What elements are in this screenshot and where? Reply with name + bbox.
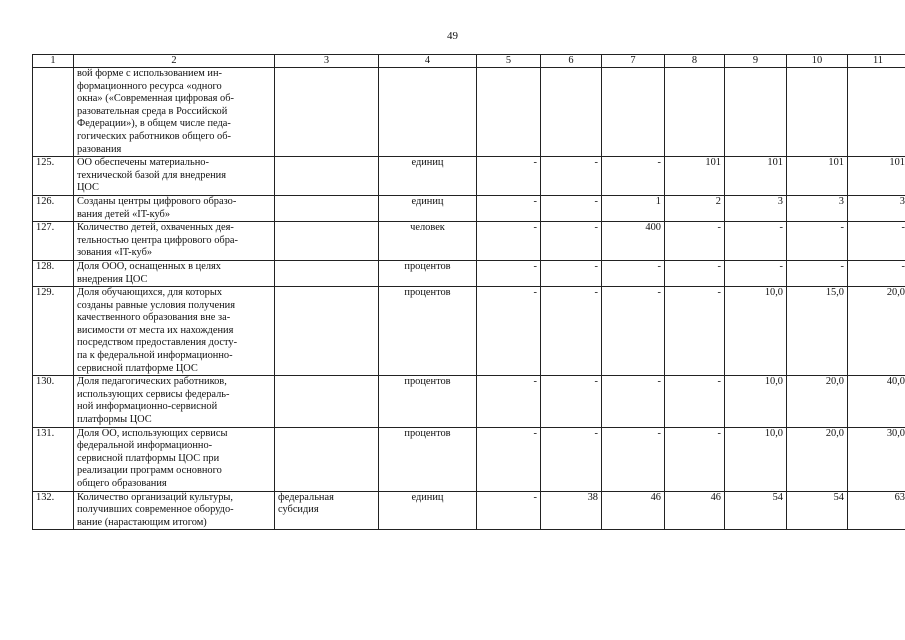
value-col-10	[787, 68, 848, 157]
value-col-6: -	[541, 376, 602, 427]
value-col-7: -	[602, 376, 665, 427]
value-col-8: -	[665, 427, 725, 491]
value-col-8: -	[665, 222, 725, 261]
value-col-9: 3	[725, 195, 787, 221]
column-header: 2	[74, 55, 275, 68]
value-col-10: 3	[787, 195, 848, 221]
value-col-5: -	[477, 427, 541, 491]
unit-of-measure: человек	[379, 222, 477, 261]
value-col-5: -	[477, 376, 541, 427]
row-number: 129.	[33, 287, 74, 376]
value-col-5: -	[477, 195, 541, 221]
row-number: 126.	[33, 195, 74, 221]
value-col-6: -	[541, 222, 602, 261]
indicator-name: Количество детей, охваченных дея- тельностью центра цифрового обра- зования «IT-куб»	[74, 222, 275, 261]
value-col-10: 20,0	[787, 427, 848, 491]
row-number: 130.	[33, 376, 74, 427]
value-col-10: 54	[787, 491, 848, 530]
column-header: 8	[665, 55, 725, 68]
value-col-9: 54	[725, 491, 787, 530]
indicator-name: Доля ОО, использующих сервисы федеральной информационно- сервисной платформы ЦОС при реализации программ основного общего образования	[74, 427, 275, 491]
column-header: 9	[725, 55, 787, 68]
value-col-11: -	[848, 260, 905, 286]
indicator-name: Доля ООО, оснащенных в целях внедрения ЦОС	[74, 260, 275, 286]
indicator-name: Доля педагогических работников, использующих сервисы федераль- ной информационно-сервисной платформы ЦОС	[74, 376, 275, 427]
value-col-5	[477, 68, 541, 157]
indicator-name: вой форме с использованием ин- формационного ресурса «одного окна» («Современная цифровая об- разовательная среда в Российской Федерации»), в общем числе педа- гогических работников общего об- разования	[74, 68, 275, 157]
column-header: 3	[275, 55, 379, 68]
value-col-7: -	[602, 427, 665, 491]
row-number: 125.	[33, 157, 74, 196]
value-col-7: 400	[602, 222, 665, 261]
indicator-name: Доля обучающихся, для которых созданы равные условия получения качественного образования вне за- висимости от места их нахождения посредством предоставления досту- па к федеральной информационно- сервисной платформе ЦОС	[74, 287, 275, 376]
column-header: 6	[541, 55, 602, 68]
value-col-11	[848, 68, 905, 157]
value-col-8: 101	[665, 157, 725, 196]
value-col-9	[725, 68, 787, 157]
unit-of-measure: единиц	[379, 491, 477, 530]
table-header-row	[33, 55, 905, 68]
funding-source	[275, 222, 379, 261]
value-col-9: 10,0	[725, 287, 787, 376]
value-col-5: -	[477, 260, 541, 286]
value-col-8: -	[665, 376, 725, 427]
value-col-11: 40,0	[848, 376, 905, 427]
table-row	[33, 222, 905, 261]
column-header: 1	[33, 55, 74, 68]
row-number: 132.	[33, 491, 74, 530]
table-row	[33, 195, 905, 221]
value-col-7: -	[602, 287, 665, 376]
value-col-11: 30,0	[848, 427, 905, 491]
value-col-10: 20,0	[787, 376, 848, 427]
value-col-6	[541, 68, 602, 157]
value-col-8	[665, 68, 725, 157]
value-col-11: -	[848, 222, 905, 261]
page-number: 49	[447, 30, 458, 42]
value-col-7: 1	[602, 195, 665, 221]
value-col-7: 46	[602, 491, 665, 530]
column-header: 11	[848, 55, 905, 68]
funding-source	[275, 195, 379, 221]
value-col-10: 15,0	[787, 287, 848, 376]
column-header: 7	[602, 55, 665, 68]
unit-of-measure: единиц	[379, 195, 477, 221]
table-row	[33, 491, 905, 530]
column-header: 4	[379, 55, 477, 68]
value-col-7	[602, 68, 665, 157]
funding-source	[275, 287, 379, 376]
unit-of-measure: единиц	[379, 157, 477, 196]
value-col-7: -	[602, 260, 665, 286]
row-number: 127.	[33, 222, 74, 261]
unit-of-measure: процентов	[379, 260, 477, 286]
value-col-10: -	[787, 260, 848, 286]
unit-of-measure: процентов	[379, 287, 477, 376]
value-col-6: -	[541, 427, 602, 491]
unit-of-measure: процентов	[379, 376, 477, 427]
value-col-9: -	[725, 222, 787, 261]
indicator-name: ОО обеспечены материально- технической базой для внедрения ЦОС	[74, 157, 275, 196]
value-col-11: 3	[848, 195, 905, 221]
value-col-5: -	[477, 157, 541, 196]
unit-of-measure	[379, 68, 477, 157]
value-col-10: -	[787, 222, 848, 261]
value-col-9: -	[725, 260, 787, 286]
value-col-11: 20,0	[848, 287, 905, 376]
value-col-5: -	[477, 287, 541, 376]
unit-of-measure: процентов	[379, 427, 477, 491]
value-col-5: -	[477, 222, 541, 261]
value-col-6: -	[541, 287, 602, 376]
value-col-6: -	[541, 260, 602, 286]
funding-source	[275, 157, 379, 196]
value-col-9: 10,0	[725, 376, 787, 427]
indicator-name: Количество организаций культуры, получивших современное оборудо- вание (нарастающим итогом)	[74, 491, 275, 530]
value-col-9: 101	[725, 157, 787, 196]
table-row	[33, 427, 905, 491]
value-col-6: 38	[541, 491, 602, 530]
row-number: 128.	[33, 260, 74, 286]
value-col-8: -	[665, 287, 725, 376]
column-header: 10	[787, 55, 848, 68]
value-col-9: 10,0	[725, 427, 787, 491]
indicator-name: Созданы центры цифрового образо- вания детей «IT-куб»	[74, 195, 275, 221]
table-row	[33, 287, 905, 376]
value-col-8: -	[665, 260, 725, 286]
value-col-5: -	[477, 491, 541, 530]
value-col-6: -	[541, 157, 602, 196]
column-header: 5	[477, 55, 541, 68]
table-row	[33, 260, 905, 286]
funding-source	[275, 260, 379, 286]
value-col-8: 46	[665, 491, 725, 530]
funding-source: федеральная субсидия	[275, 491, 379, 530]
indicators-table	[32, 54, 905, 530]
value-col-11: 101	[848, 157, 905, 196]
funding-source	[275, 68, 379, 157]
row-number: 131.	[33, 427, 74, 491]
value-col-10: 101	[787, 157, 848, 196]
value-col-11: 63	[848, 491, 905, 530]
table-row	[33, 157, 905, 196]
table-row	[33, 68, 905, 157]
value-col-7: -	[602, 157, 665, 196]
row-number	[33, 68, 74, 157]
value-col-8: 2	[665, 195, 725, 221]
funding-source	[275, 427, 379, 491]
value-col-6: -	[541, 195, 602, 221]
table-row	[33, 376, 905, 427]
funding-source	[275, 376, 379, 427]
